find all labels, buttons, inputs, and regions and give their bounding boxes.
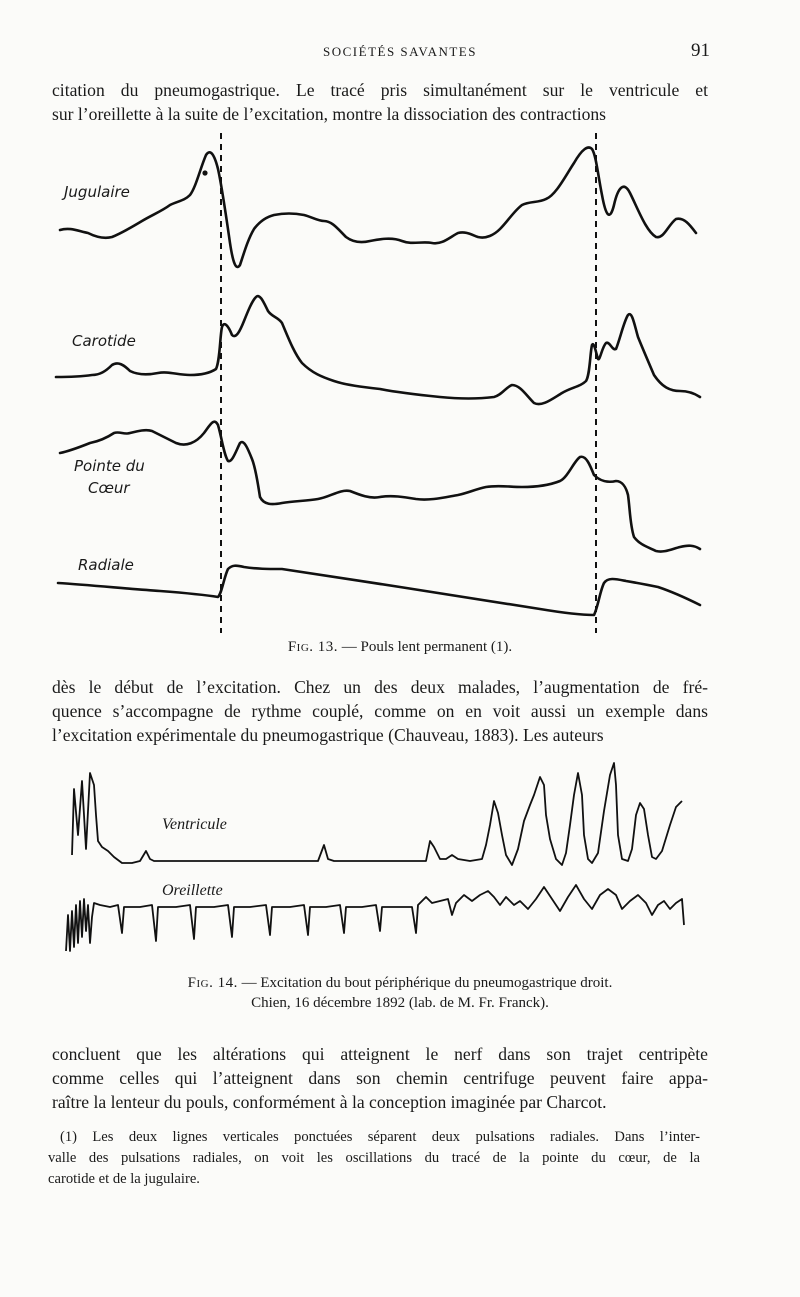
text-line: quence s’accompagne de rythme couplé, comme on en voit aussi un exemple dans xyxy=(52,701,708,721)
page-header xyxy=(0,40,800,68)
trace-label-pointe-line2: Cœur xyxy=(88,479,130,497)
caption-line: Chien, 16 décembre 1892 (lab. de M. Fr. Franck). xyxy=(251,995,549,1011)
caption-line xyxy=(0,973,800,993)
caption-text: — Excitation du bout périphérique du pneumogastrique droit. xyxy=(241,975,613,991)
footnote-line: carotide et de la jugulaire. xyxy=(48,1171,200,1187)
trace-pointe-du-coeur xyxy=(60,422,700,552)
text-line: citation du pneumogastrique. Le tracé pris simultanément sur le ventricule et xyxy=(52,80,708,100)
page-number: 91 xyxy=(691,40,710,61)
paragraph-3 xyxy=(52,1042,708,1114)
footnote-line: (1) Les deux lignes verticales ponctuées séparent deux pulsations radiales. Dans l’inter- xyxy=(60,1129,700,1145)
trace-oreillette xyxy=(66,885,684,951)
figure-14 xyxy=(0,755,800,975)
text-line: comme celles qui l’atteignent dans son chemin centrifuge peuvent faire appa- xyxy=(52,1068,708,1088)
figure-number: Fig. 14. xyxy=(187,975,238,991)
trace-marker xyxy=(202,170,207,175)
trace-label-jugulaire: Jugulaire xyxy=(64,183,130,201)
trace-label-radiale: Radiale xyxy=(78,556,134,574)
trace-label-carotide: Carotide xyxy=(72,332,136,350)
paragraph-2 xyxy=(52,675,708,747)
text-line: raître la lenteur du pouls, conformément à la conception imaginée par Charcot. xyxy=(52,1092,607,1112)
figure-14-caption xyxy=(0,973,800,1013)
trace-label-oreillette: Oreillette xyxy=(162,882,223,899)
figure-number: Fig. 13. xyxy=(287,639,339,655)
trace-radiale xyxy=(58,566,700,615)
figure-13 xyxy=(0,125,800,635)
trace-label-pointe-line1: Pointe du xyxy=(74,457,145,475)
caption-text: — Pouls lent permanent (1). xyxy=(341,639,513,655)
paragraph-1 xyxy=(52,78,708,126)
text-line: l’excitation expérimentale du pneumogastrique (Chauveau, 1883). Les auteurs xyxy=(52,725,604,745)
trace-label-ventricule: Ventricule xyxy=(162,816,227,833)
text-line: sur l’oreillette à la suite de l’excitation, montre la dissociation des contractions xyxy=(52,104,607,124)
text-line: dès le début de l’excitation. Chez un des deux malades, l’augmentation de fré- xyxy=(52,677,708,697)
footnote xyxy=(48,1127,700,1190)
trace-jugulaire xyxy=(60,148,696,267)
figure-13-caption xyxy=(0,637,800,657)
footnote-line: valle des pulsations radiales, on voit les oscillations du tracé de la pointe du cœur, de la xyxy=(48,1150,700,1166)
text-line: concluent que les altérations qui atteignent le nerf dans son trajet centripète xyxy=(52,1044,708,1064)
trace-ventricule xyxy=(72,763,682,865)
trace-carotide xyxy=(56,296,700,404)
running-head: SOCIÉTÉS SAVANTES xyxy=(323,44,477,59)
